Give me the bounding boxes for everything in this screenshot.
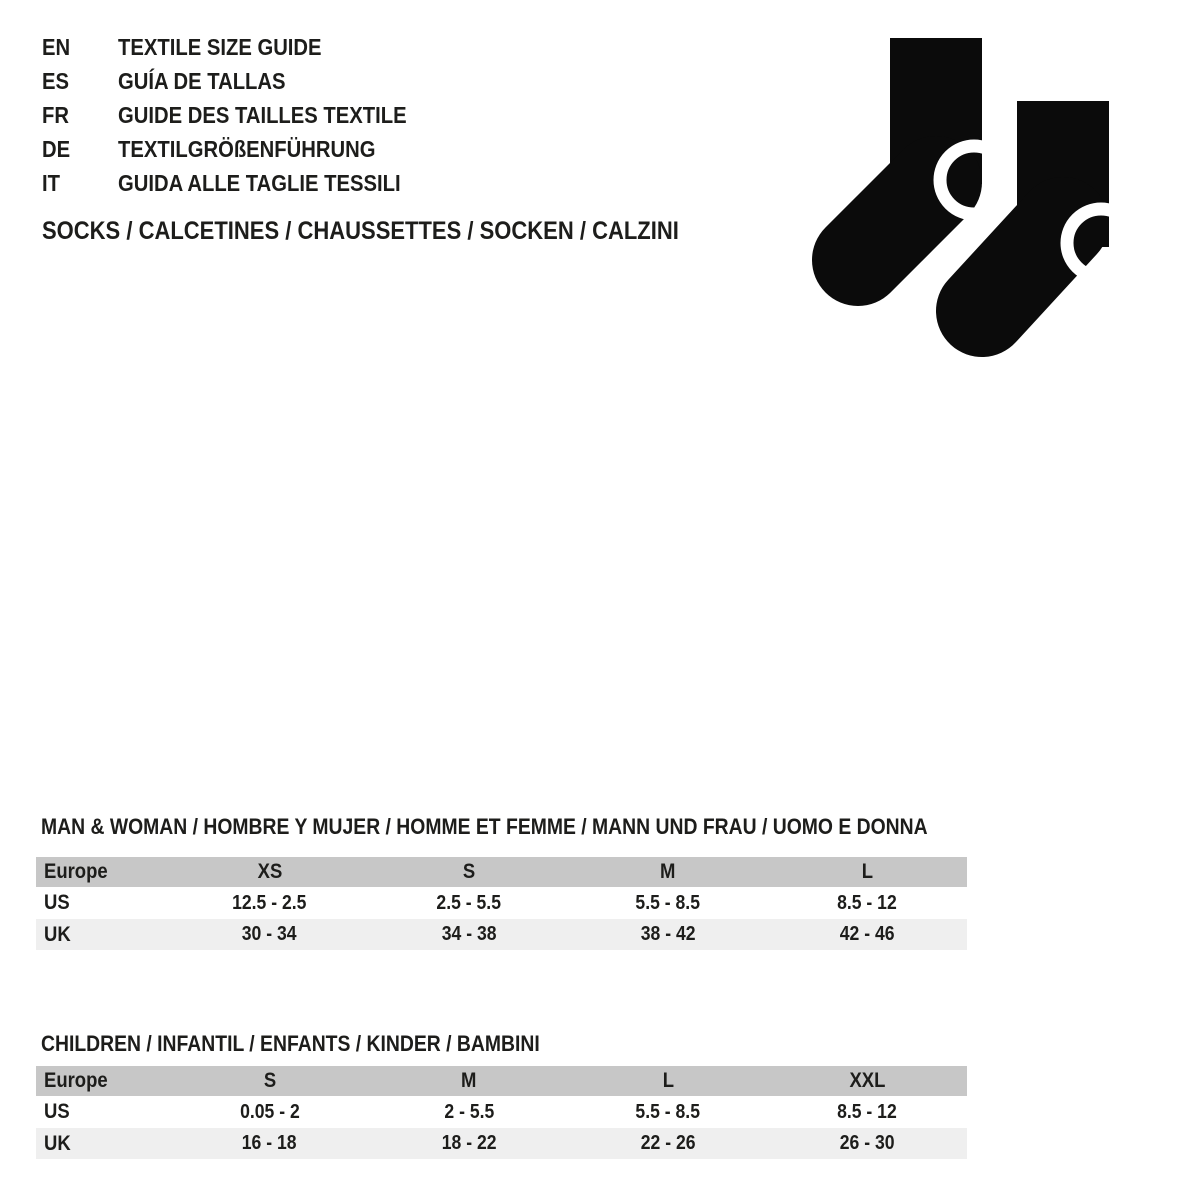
- column-header-size: XXL: [849, 1069, 886, 1092]
- language-guide-title: GUIDE DES TAILLES TEXTILE: [118, 101, 407, 128]
- size-cell: 5.5 - 8.5: [635, 891, 701, 914]
- language-list: [42, 30, 446, 200]
- size-cell: 2.5 - 5.5: [436, 891, 502, 914]
- row-label: UK: [44, 922, 71, 946]
- table-header-row: [36, 1066, 967, 1096]
- column-header-size: L: [861, 860, 874, 883]
- socks-icon: [808, 18, 1128, 363]
- language-code: EN: [42, 33, 71, 60]
- language-code: FR: [42, 101, 69, 128]
- size-cell: 30 - 34: [242, 923, 298, 945]
- table-title-wrap: [41, 1031, 608, 1057]
- size-cell: 12.5 - 2.5: [232, 891, 307, 914]
- size-cell: 22 - 26: [640, 1132, 696, 1154]
- column-header-size: L: [662, 1069, 674, 1092]
- language-guide-title: TEXTILE SIZE GUIDE: [118, 33, 322, 60]
- size-table-children: [36, 1066, 967, 1159]
- table-row-uk: [36, 1128, 967, 1159]
- size-cell: 8.5 - 12: [837, 891, 898, 914]
- language-guide-title: GUÍA DE TALLAS: [118, 67, 286, 94]
- table-header-row: [36, 857, 967, 887]
- language-guide-title: TEXTILGRÖßENFÜHRUNG: [118, 135, 376, 162]
- column-header-region: Europe: [44, 1069, 108, 1092]
- language-row: [42, 132, 446, 166]
- table-title-wrap: [41, 814, 1049, 840]
- size-table-men-women: [36, 857, 967, 950]
- size-cell: 34 - 38: [441, 923, 497, 945]
- language-code: DE: [42, 135, 71, 162]
- column-header-size: S: [263, 1069, 276, 1092]
- row-label: UK: [44, 1131, 71, 1155]
- size-cell: 2 - 5.5: [443, 1100, 494, 1123]
- column-header-size: M: [461, 1069, 477, 1092]
- table-title: MAN & WOMAN / HOMBRE Y MUJER / HOMME ET FEMME / MANN UND FRAU / UOMO E DONNA: [41, 814, 928, 839]
- size-cell: 26 - 30: [839, 1132, 895, 1154]
- column-header-size: S: [462, 860, 476, 883]
- row-label: US: [44, 891, 70, 914]
- language-row: [42, 98, 446, 132]
- column-header-region: Europe: [44, 860, 108, 883]
- size-cell: 16 - 18: [242, 1132, 298, 1154]
- table-title: CHILDREN / INFANTIL / ENFANTS / KINDER / BAMBINI: [41, 1031, 540, 1056]
- size-cell: 0.05 - 2: [239, 1100, 300, 1123]
- language-code: IT: [42, 169, 60, 196]
- language-code: ES: [42, 67, 70, 94]
- size-cell: 5.5 - 8.5: [635, 1100, 701, 1123]
- table-row-us: [36, 887, 967, 919]
- size-cell: 18 - 22: [441, 1132, 497, 1154]
- sock-foot: [982, 223, 1063, 311]
- row-label: US: [44, 1100, 70, 1123]
- language-guide-title: GUIDA ALLE TAGLIE TESSILI: [118, 169, 401, 196]
- size-cell: 42 - 46: [839, 923, 895, 945]
- table-row-us: [36, 1096, 967, 1128]
- language-row: [42, 166, 446, 200]
- language-row: [42, 30, 446, 64]
- product-category-line: SOCKS / CALCETINES / CHAUSSETTES / SOCKEN / CALZINI: [42, 216, 679, 245]
- size-cell: 8.5 - 12: [837, 1100, 898, 1123]
- language-row: [42, 64, 446, 98]
- sock-foot: [858, 182, 936, 260]
- column-header-size: XS: [257, 860, 282, 883]
- column-header-size: M: [660, 860, 676, 883]
- table-row-uk: [36, 919, 967, 950]
- product-category-line-wrap: [42, 216, 766, 246]
- size-cell: 38 - 42: [640, 923, 696, 945]
